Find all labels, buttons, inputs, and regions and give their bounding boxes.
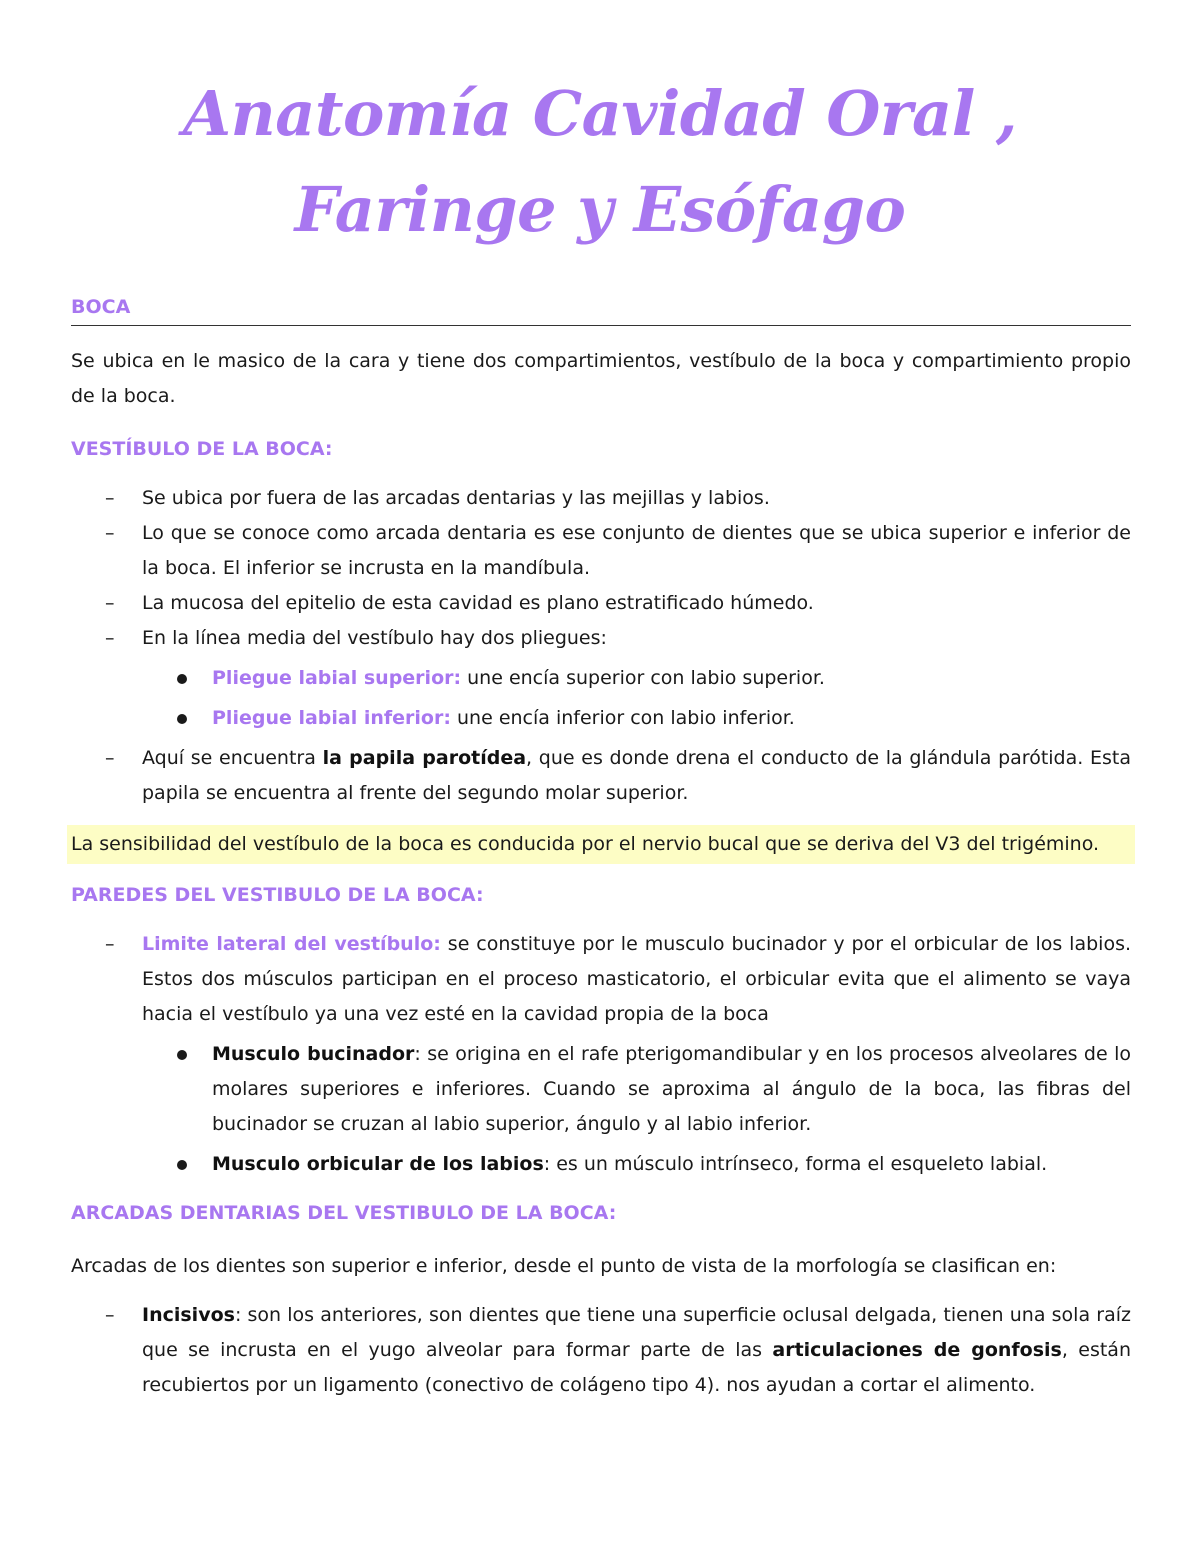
- list-item: – Se ubica por fuera de las arcadas dentarias y las mejillas y labios.: [71, 481, 1131, 516]
- term-pliegue-inferior: Pliegue labial inferior:: [212, 707, 451, 729]
- list-item: – La mucosa del epitelio de esta cavidad es plano estratificado húmedo.: [71, 586, 1131, 621]
- document-title: [0, 66, 1200, 258]
- bullet-text: une encía inferior con labio inferior.: [450, 707, 795, 729]
- bullet-item: [71, 701, 1131, 736]
- item-text: : son los anteriores, son dientes que tiene una superficie oclusal delgada, tienen una sola raíz que se incrusta en el yugo alveolar para formar parte de las: [142, 1304, 1131, 1361]
- term-musculo-orbicular: Musculo orbicular de los labios: [212, 1153, 544, 1175]
- item-text: se constituye por le musculo bucinador y por el orbicular de los labios. Estos dos músculos participan en el proceso masticatorio, el orbicular evita que el alimento se vaya hacia el vestíbulo ya una vez esté en la cavidad propia de la boca: [142, 933, 1132, 1025]
- term-incisivos: Incisivos: [142, 1304, 235, 1326]
- arcadas-intro: Arcadas de los dientes son superior e inferior, desde el punto de vista de la morfología se clasifican en:: [71, 1255, 1057, 1277]
- paredes-list: [71, 927, 1131, 1182]
- term-articulaciones-gonfosis: articulaciones de gonfosis: [772, 1339, 1062, 1361]
- section-heading-vestibulo: VESTÍBULO DE LA BOCA:: [71, 438, 333, 460]
- list-item: [71, 741, 1131, 811]
- term-papila-parotidea: la papila parotídea: [322, 747, 527, 769]
- term-limite-lateral: Limite lateral del vestíbulo:: [142, 933, 441, 955]
- item-text: , que es donde drena el conducto de la glándula parótida. Esta papila se encuentra al frente del segundo molar superior.: [142, 747, 1131, 804]
- item-text: Aquí se encuentra: [142, 747, 323, 769]
- arcadas-list: [71, 1298, 1131, 1403]
- bullet-text: une encía superior con labio superior.: [461, 667, 825, 689]
- document-body: [71, 290, 1131, 1403]
- title-line-2: Faringe y Esófago: [294, 173, 906, 246]
- term-musculo-bucinador: Musculo bucinador: [212, 1043, 415, 1065]
- bullet-item: [71, 661, 1131, 696]
- list-item: – En la línea media del vestíbulo hay dos pliegues:: [71, 621, 1131, 656]
- boca-intro: Se ubica en le masico de la cara y tiene dos compartimientos, vestíbulo de la boca y compartimiento propio de la boca.: [71, 350, 1131, 407]
- vestibulo-list: [71, 481, 1131, 811]
- title-line-1: Anatomía Cavidad Oral ,: [183, 77, 1017, 150]
- section-heading-boca: BOCA: [71, 290, 1131, 326]
- list-item: [71, 927, 1131, 1032]
- item-text: , están recubiertos por un ligamento (conectivo de colágeno tipo 4). nos ayudan a cortar el alimento.: [142, 1339, 1131, 1396]
- bullet-item: [71, 1037, 1131, 1142]
- highlighted-note: La sensibilidad del vestíbulo de la boca es conducida por el nervio bucal que se deriva del V3 del trigémino.: [67, 825, 1135, 864]
- bullet-text: : es un músculo intrínseco, forma el esqueleto labial.: [543, 1153, 1048, 1175]
- term-pliegue-superior: Pliegue labial superior:: [212, 667, 462, 689]
- section-heading-paredes: PAREDES DEL VESTIBULO DE LA BOCA:: [71, 884, 484, 906]
- list-item: [71, 1298, 1131, 1403]
- list-item: – Lo que se conoce como arcada dentaria es ese conjunto de dientes que se ubica superior e inferior de la boca. El inferior se incrusta en la mandíbula.: [71, 516, 1131, 586]
- bullet-text: : se origina en el rafe pterigomandibular y en los procesos alveolares de lo molares superiores e inferiores. Cuando se aproxima al ángulo de la boca, las fibras del bucinador se cruzan al labio superior, ángulo y al labio inferior.: [212, 1043, 1131, 1135]
- section-heading-arcadas: ARCADAS DENTARIAS DEL VESTIBULO DE LA BOCA:: [71, 1202, 617, 1224]
- bullet-item: [71, 1147, 1131, 1182]
